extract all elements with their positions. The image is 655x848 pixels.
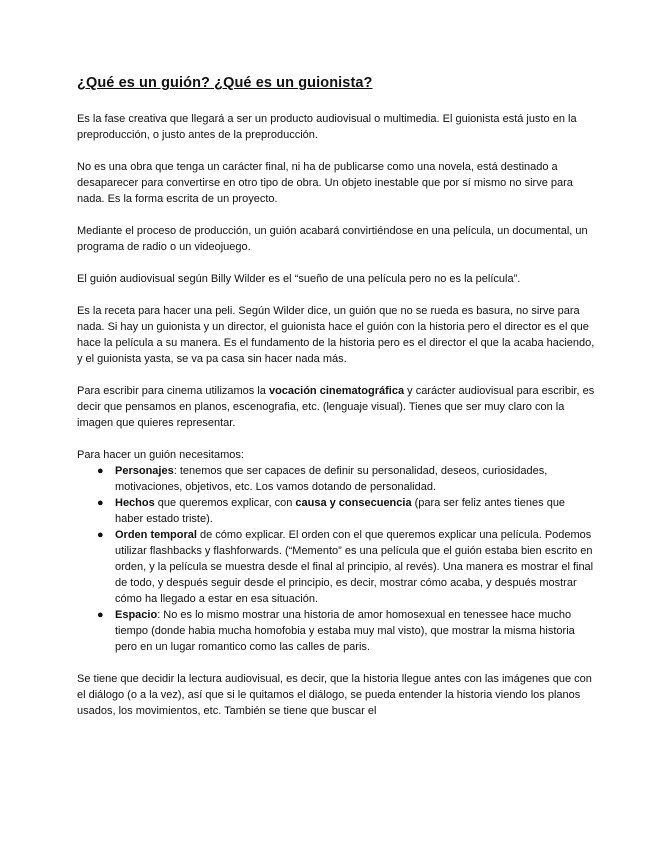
bullet-icon: ● <box>97 465 104 477</box>
list-item-espacio <box>97 607 595 655</box>
bold-term: Personajes <box>115 465 174 477</box>
paragraph-billy-wilder: El guión audiovisual según Billy Wilder es el “sueño de una película pero no es la película”. <box>77 273 521 285</box>
paragraph-not-final-work: No es una obra que tenga un carácter final, ni ha de publicarse como una novela, está destinado a desaparecer para convertirse en otro tipo de obra. Un objeto inestable que por sí mismo no sirve para nada. Es la forma escrita de un proyecto. <box>77 161 573 205</box>
requirements-list <box>77 463 595 655</box>
bold-term: Hechos <box>115 497 155 509</box>
bold-term: Espacio <box>115 609 158 621</box>
bold-term: causa y consecuencia <box>295 497 412 509</box>
list-intro: Para hacer un guión necesitamos: <box>77 449 244 461</box>
page-title: ¿Qué es un guión? ¿Qué es un guionista? <box>77 75 373 91</box>
bold-term-vocacion: vocación cinematográfica <box>268 385 405 397</box>
paragraph-audiovisual-reading: Se tiene que decidir la lectura audiovisual, es decir, que la historia llegue antes con las imágenes que con el diálogo (o a la vez), así que si le quitamos el diálogo, se pueda entender la historia viendo los planos usados, los movimientos, etc. También se tiene que buscar el <box>77 673 592 717</box>
bullet-icon: ● <box>97 529 104 541</box>
list-item-text: que queremos explicar, con <box>154 497 296 509</box>
list-item-text: : tenemos que ser capaces de definir su personalidad, deseos, curiosidades, motivaciones, objetivos, etc. Los vamos dotando de personalidad. <box>115 465 548 493</box>
paragraph-recipe: Es la receta para hacer una peli. Según Wilder dice, un guión que no se rueda es basura, no sirve para nada. Si hay un guionista y un director, el guionista hace el guión con la historia pero el director es el que hace la película a su manera. Es el fundamento de la historia pero es el director el que la acaba haciendo, y el guionista yasta, se va pa casa sin hacer nada más. <box>77 305 595 365</box>
list-item-orden-temporal <box>97 527 595 607</box>
bullet-icon: ● <box>97 609 104 621</box>
text-segment: Para escribir para cinema utilizamos la <box>77 385 269 397</box>
paragraph-cinema-vocation <box>77 383 595 431</box>
list-item-text: : No es lo mismo mostrar una historia de amor homosexual en tenessee hace mucho tiempo (donde habia mucha homofobia y estaba muy mal visto), que mostrar la misma historia pero en un lugar romantico como las calles de paris. <box>115 609 575 653</box>
list-item-text: (para ser feliz antes tienes que haber estado triste). <box>115 497 566 525</box>
bold-term: Orden temporal <box>115 529 197 541</box>
bullet-icon: ● <box>97 497 104 509</box>
list-item-personajes <box>97 463 595 495</box>
list-item-hechos <box>97 495 595 527</box>
text-segment: y carácter audiovisual para escribir, es decir que pensamos en planos, escenografia, etc. (lenguaje visual). Tienes que ser muy claro con la imagen que quieres representar. <box>77 385 595 429</box>
paragraph-production-process: Mediante el proceso de producción, un guión acabará convirtiéndose en una película, un documental, un programa de radio o un videojuego. <box>77 225 588 253</box>
paragraph-definition: Es la fase creativa que llegará a ser un producto audiovisual o multimedia. El guionista está justo en la preproducción, o justo antes de la preproducción. <box>77 113 577 141</box>
list-item-text: de cómo explicar. El orden con el que queremos explicar una película. Podemos utilizar flashbacks y flashforwards. (“Memento” es una película que el guión estaba bien escrito en orden, y la película se muestra desde el final al principio, al revés). Una manera es mostrar el final de todo, y después seguir desde el principio, es decir, mostrar cómo acaba, y después mostrar cómo ha llegado a estar en esa situación. <box>115 529 594 605</box>
